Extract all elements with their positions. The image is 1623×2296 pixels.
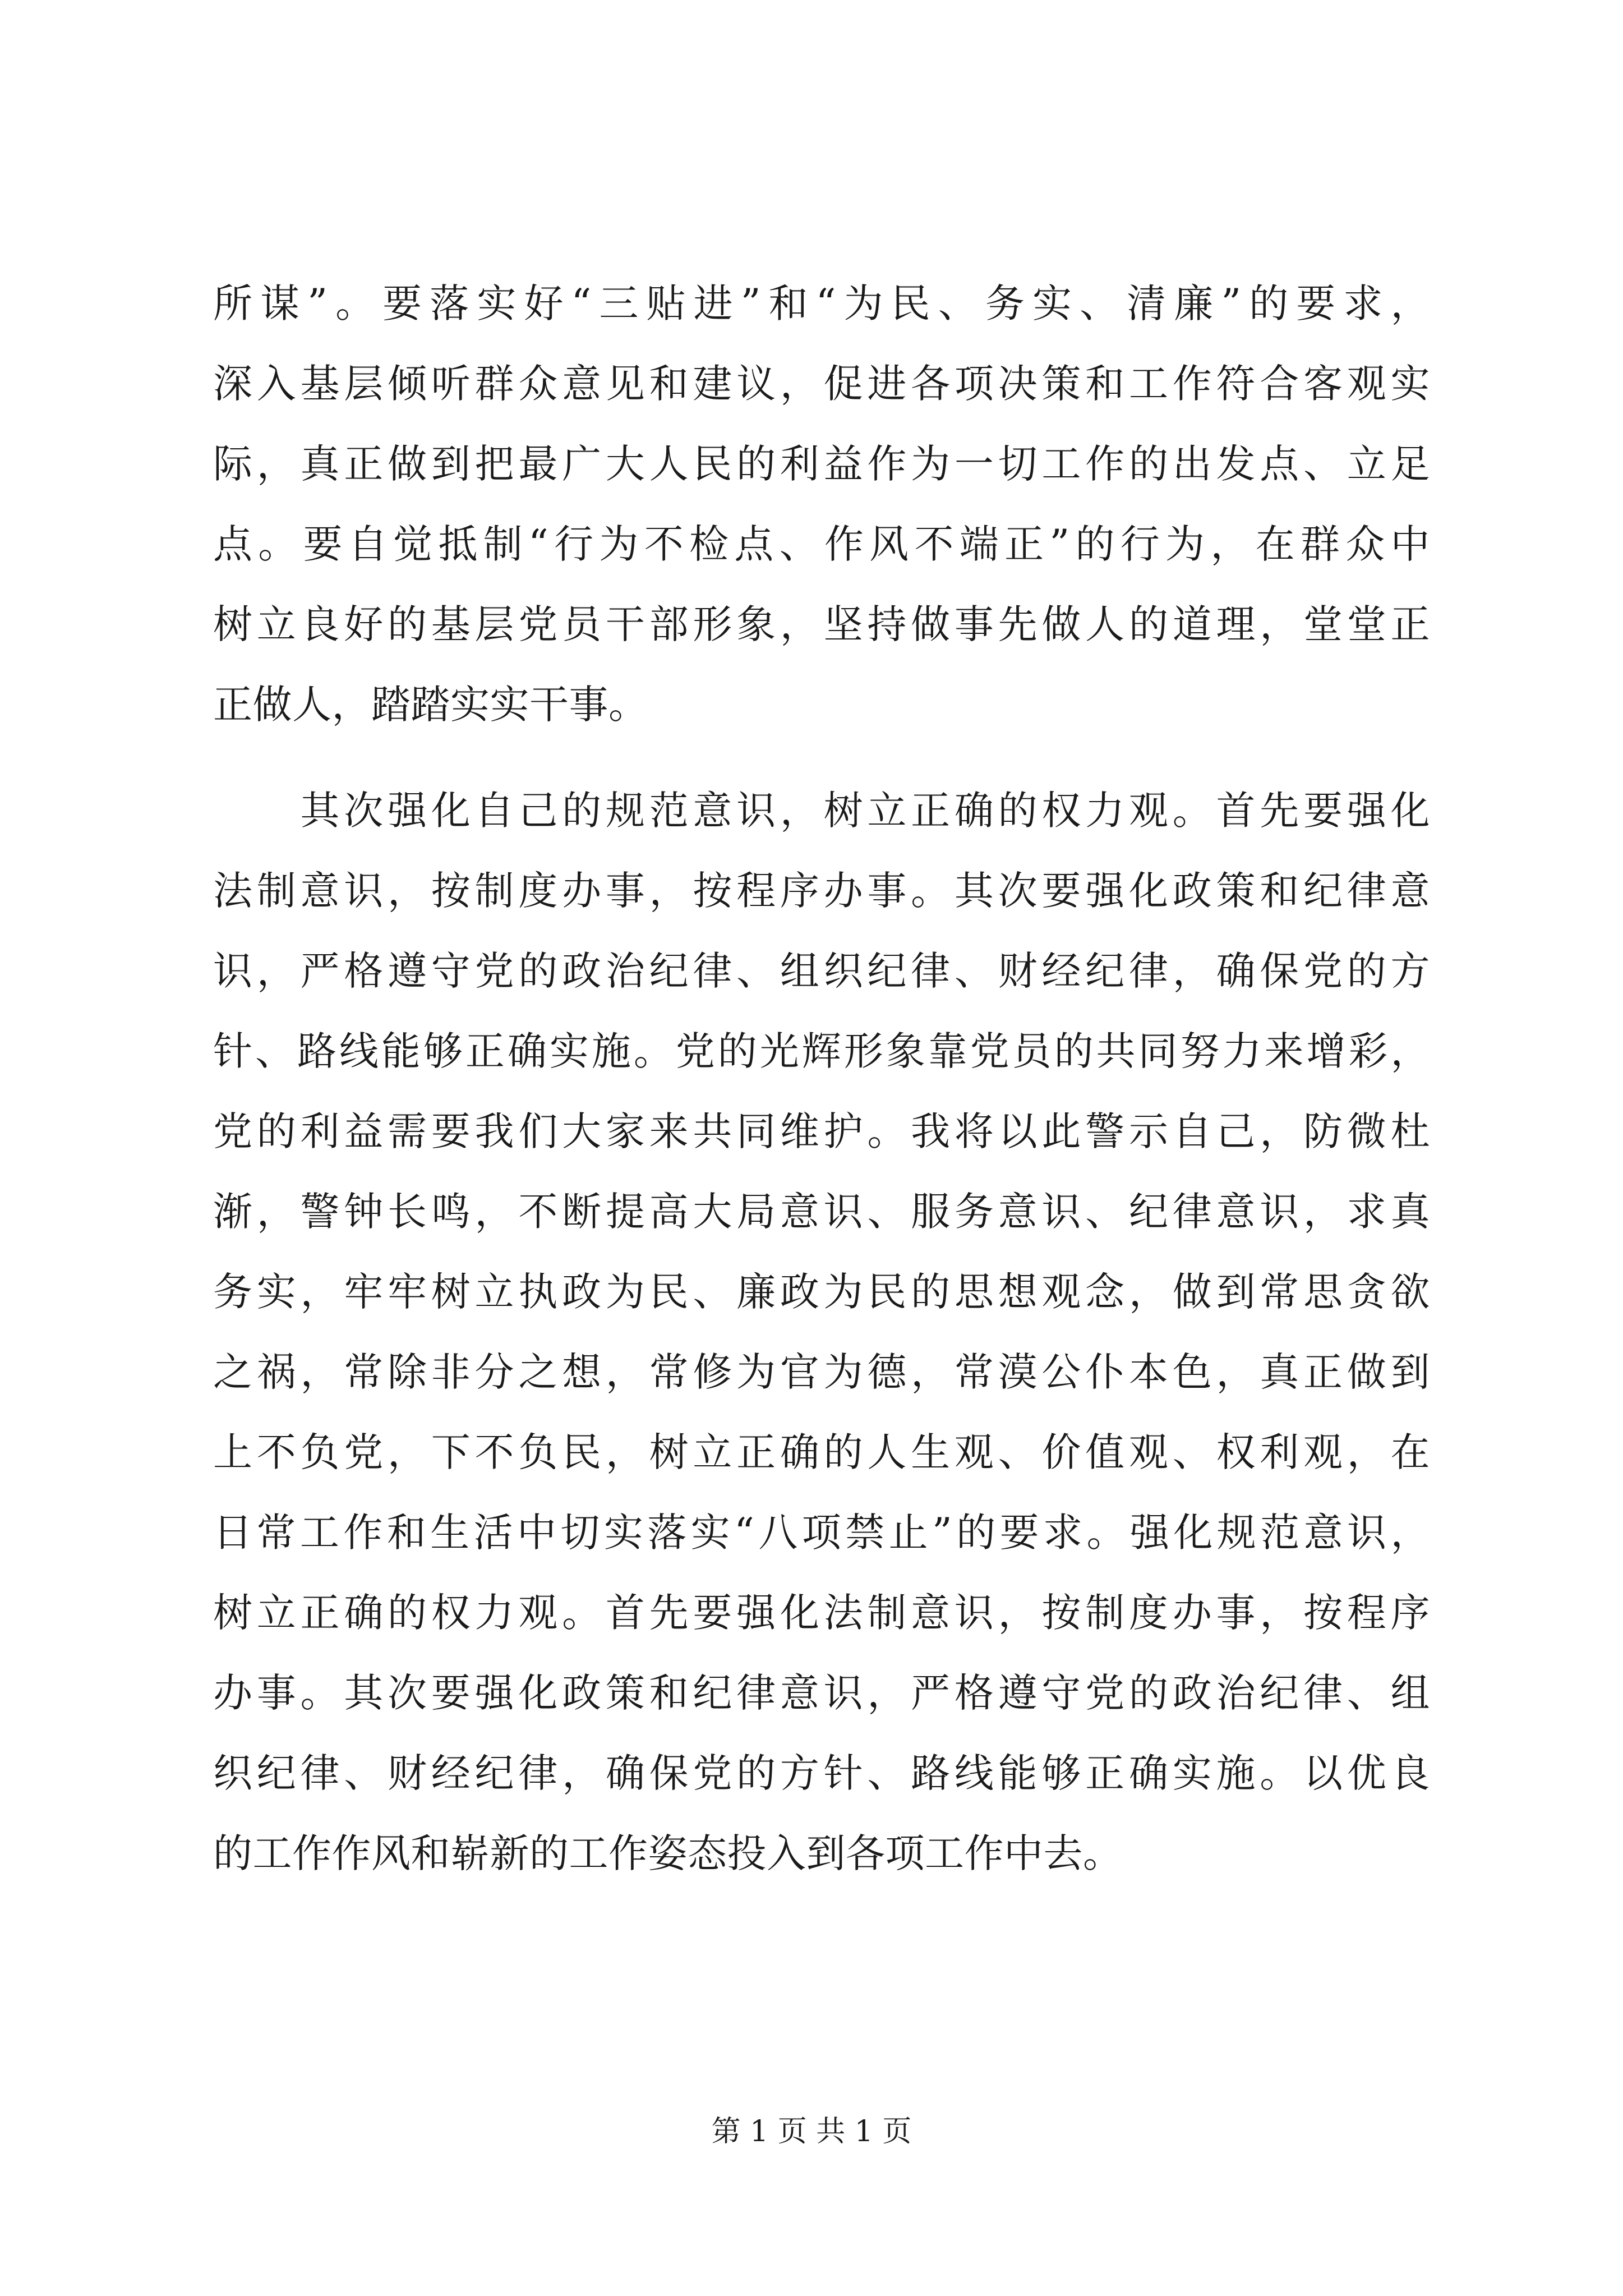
paragraph-2-line-14: 的工作作风和崭新的工作姿态投入到各项工作中去。 — [213, 1830, 1123, 1876]
paragraph-2-line-7: 务实，牢牢树立执政为民、廉政为民的思想观念，做到常思贪欲 — [213, 1269, 1430, 1315]
paragraph-1-line-2: 深入基层倾听群众意见和建议，促进各项决策和工作符合客观实 — [213, 361, 1430, 407]
paragraph-gap — [213, 745, 1430, 771]
paragraph-2-line-13: 织纪律、财经纪律，确保党的方针、路线能够正确实施。以优良 — [213, 1750, 1430, 1796]
paragraph-1-line-6: 正做人，踏踏实实干事。 — [213, 682, 648, 728]
paragraph-2-line-3: 识，严格遵守党的政治纪律、组织纪律、财经纪律，确保党的方 — [213, 948, 1430, 994]
body-text — [213, 264, 1430, 1894]
paragraph-2-line-1: 其次强化自己的规范意识，树立正确的权力观。首先要强化 — [213, 788, 1430, 834]
paragraph-2-line-12: 办事。其次要强化政策和纪律意识，严格遵守党的政治纪律、组 — [213, 1670, 1430, 1716]
paragraph-2-line-9: 上不负党，下不负民，树立正确的人生观、价值观、权利观，在 — [213, 1429, 1430, 1475]
paragraph-1-line-1: 所谋”。要落实好“三贴进”和“为民、务实、清廉”的要求， — [213, 280, 1430, 326]
paragraph-2-line-5: 党的利益需要我们大家来共同维护。我将以此警示自己，防微杜 — [213, 1108, 1430, 1154]
paragraph-2-line-2: 法制意识，按制度办事，按程序办事。其次要强化政策和纪律意 — [213, 868, 1430, 914]
paragraph-1-line-4: 点。要自觉抵制“行为不检点、作风不端正”的行为，在群众中 — [213, 521, 1430, 567]
paragraph-1-line-3: 际，真正做到把最广大人民的利益作为一切工作的出发点、立足 — [213, 441, 1430, 487]
paragraph-2-line-4: 针、路线能够正确实施。党的光辉形象靠党员的共同努力来增彩， — [213, 1028, 1430, 1074]
paragraph-2-line-6: 渐，警钟长鸣，不断提高大局意识、服务意识、纪律意识，求真 — [213, 1189, 1430, 1235]
paragraph-2-line-8: 之祸，常除非分之想，常修为官为德，常漠公仆本色，真正做到 — [213, 1349, 1430, 1395]
paragraph-2-line-11: 树立正确的权力观。首先要强化法制意识，按制度办事，按程序 — [213, 1590, 1430, 1636]
page-footer: 第 1 页 共 1 页 — [711, 2115, 912, 2148]
paragraph-1-line-5: 树立良好的基层党员干部形象，坚持做事先做人的道理，堂堂正 — [213, 601, 1430, 647]
paragraph-2-line-10: 日常工作和生活中切实落实“八项禁止”的要求。强化规范意识， — [213, 1510, 1430, 1556]
paragraph-2 — [213, 771, 1430, 1894]
paragraph-1 — [213, 264, 1430, 745]
